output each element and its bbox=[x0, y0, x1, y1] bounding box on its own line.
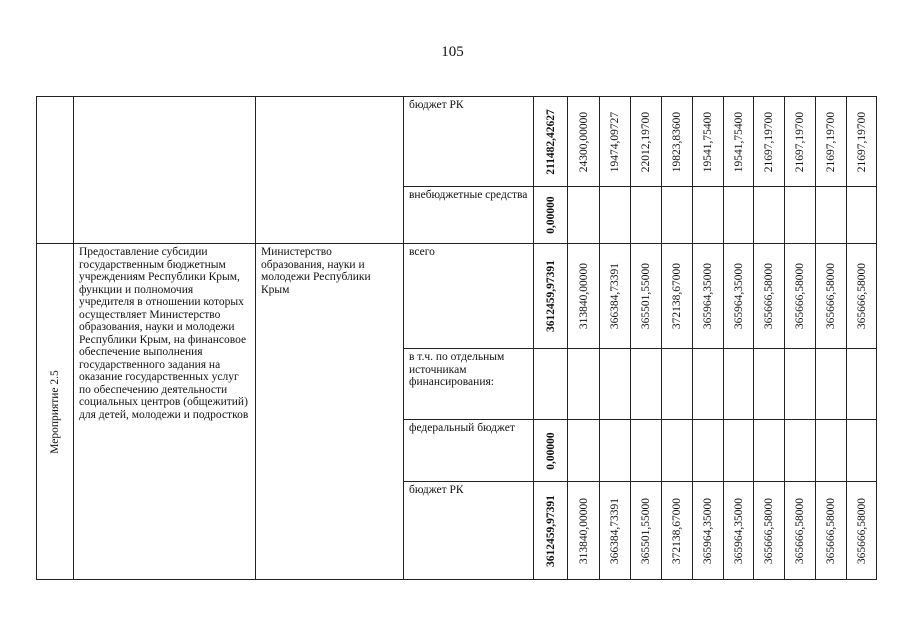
year-cell bbox=[816, 482, 847, 580]
year-cell bbox=[693, 97, 724, 187]
year-cell bbox=[847, 97, 877, 187]
year-cell bbox=[847, 349, 877, 420]
year-cell bbox=[568, 97, 600, 187]
year-cell bbox=[600, 187, 631, 244]
year-cell bbox=[785, 244, 816, 349]
year-cell bbox=[662, 349, 693, 420]
year-cell-value: 19541,75400 bbox=[732, 111, 745, 172]
year-cell bbox=[631, 349, 662, 420]
year-cell-value: 365666,58000 bbox=[793, 262, 806, 330]
source-cell bbox=[404, 349, 534, 420]
page-number: 105 bbox=[441, 44, 464, 60]
year-cell bbox=[816, 244, 847, 349]
year-cell bbox=[693, 349, 724, 420]
total-cell-value: 3612459,97391 bbox=[544, 494, 557, 567]
year-cell-value: 21697,19700 bbox=[793, 111, 806, 172]
year-cell bbox=[600, 420, 631, 482]
year-cell bbox=[754, 187, 785, 244]
year-cell bbox=[600, 97, 631, 187]
year-cell-value: 372138,67000 bbox=[670, 262, 683, 330]
year-cell-value: 365666,58000 bbox=[762, 497, 775, 564]
year-cell bbox=[631, 420, 662, 482]
source-cell-text: бюджет РК bbox=[409, 484, 464, 496]
total-cell bbox=[534, 420, 568, 482]
source-cell-text: в т.ч. по отдельным источникам финансирования: bbox=[409, 351, 505, 388]
year-cell bbox=[693, 187, 724, 244]
measure-executor-text: Министерство образования, науки и молодежи Республики Крым bbox=[261, 246, 371, 296]
year-cell-value: 313840,00000 bbox=[577, 262, 590, 330]
year-cell bbox=[816, 97, 847, 187]
year-cell-value: 24300,00000 bbox=[577, 111, 590, 172]
year-cell bbox=[662, 420, 693, 482]
total-cell-value: 0,00000 bbox=[544, 431, 557, 470]
year-cell-value: 365666,58000 bbox=[855, 262, 868, 330]
year-cell bbox=[600, 482, 631, 580]
continuation-col3 bbox=[256, 97, 404, 244]
year-cell bbox=[568, 244, 600, 349]
year-cell bbox=[568, 420, 600, 482]
total-cell bbox=[534, 349, 568, 420]
year-cell bbox=[847, 244, 877, 349]
year-cell-value: 313840,00000 bbox=[577, 497, 590, 564]
year-cell-value: 365964,35000 bbox=[701, 497, 714, 564]
year-cell bbox=[662, 187, 693, 244]
table-row bbox=[37, 97, 877, 187]
year-cell bbox=[724, 244, 754, 349]
year-cell bbox=[724, 187, 754, 244]
year-cell-value: 19823,83600 bbox=[670, 111, 683, 172]
year-cell bbox=[631, 482, 662, 580]
source-cell-text: бюджет РК bbox=[409, 99, 464, 111]
year-cell-value: 365666,58000 bbox=[824, 497, 837, 564]
year-cell bbox=[847, 187, 877, 244]
year-cell-value: 365964,35000 bbox=[732, 497, 745, 564]
year-cell-value: 365501,55000 bbox=[639, 497, 652, 564]
measure-description-text: Предоставление субсидии государственным бюджетным учреждениям Республики Крым, функции и полномочия учредителя в отношении которых осуществляет Министерство образования, науки и молодежи Республики Крым, на финансовое обеспечение выполнения государственного задания на оказание государственных услуг по обеспечению деятельности социальных центров (общежитий) для детей, молодежи и подростков bbox=[79, 246, 249, 421]
continuation-col2 bbox=[74, 97, 256, 244]
year-cell-value: 19474,09727 bbox=[608, 111, 621, 172]
year-cell-value: 365666,58000 bbox=[824, 262, 837, 330]
year-cell bbox=[693, 244, 724, 349]
year-cell-value: 372138,67000 bbox=[670, 497, 683, 564]
total-cell bbox=[534, 97, 568, 187]
year-cell bbox=[754, 244, 785, 349]
year-cell-value: 21697,19700 bbox=[762, 111, 775, 172]
year-cell bbox=[600, 244, 631, 349]
year-cell bbox=[631, 244, 662, 349]
measure-label: Мероприятие 2.5 bbox=[48, 369, 61, 454]
year-cell bbox=[693, 482, 724, 580]
year-cell-value: 19541,75400 bbox=[701, 111, 714, 172]
year-cell bbox=[631, 187, 662, 244]
year-cell bbox=[785, 420, 816, 482]
source-cell-text: всего bbox=[409, 246, 435, 258]
source-cell bbox=[404, 244, 534, 349]
year-cell bbox=[816, 349, 847, 420]
year-cell-value: 21697,19700 bbox=[855, 111, 868, 172]
year-cell bbox=[568, 349, 600, 420]
year-cell bbox=[662, 482, 693, 580]
year-cell bbox=[600, 349, 631, 420]
financing-table bbox=[36, 96, 877, 580]
source-cell bbox=[404, 187, 534, 244]
source-cell bbox=[404, 97, 534, 187]
year-cell bbox=[724, 97, 754, 187]
year-cell bbox=[568, 187, 600, 244]
year-cell bbox=[754, 349, 785, 420]
year-cell bbox=[754, 97, 785, 187]
year-cell bbox=[724, 420, 754, 482]
year-cell-value: 365964,35000 bbox=[732, 262, 745, 330]
year-cell bbox=[724, 482, 754, 580]
source-cell bbox=[404, 482, 534, 580]
year-cell bbox=[785, 349, 816, 420]
year-cell bbox=[662, 97, 693, 187]
total-cell-value: 211482,42627 bbox=[544, 108, 557, 175]
year-cell bbox=[754, 482, 785, 580]
year-cell bbox=[754, 420, 785, 482]
table-row bbox=[37, 244, 877, 349]
year-cell-value: 365666,58000 bbox=[793, 497, 806, 564]
total-cell-value: 3612459,97391 bbox=[544, 260, 557, 332]
year-cell-value: 365501,55000 bbox=[639, 262, 652, 330]
total-cell-value: 0,00000 bbox=[544, 196, 557, 234]
year-cell bbox=[785, 187, 816, 244]
year-cell bbox=[847, 420, 877, 482]
year-cell bbox=[631, 97, 662, 187]
year-cell bbox=[693, 420, 724, 482]
total-cell bbox=[534, 482, 568, 580]
total-cell bbox=[534, 187, 568, 244]
year-cell bbox=[724, 349, 754, 420]
year-cell bbox=[847, 482, 877, 580]
year-cell-value: 365666,58000 bbox=[855, 497, 868, 564]
measure-label-cell bbox=[37, 244, 74, 580]
year-cell bbox=[816, 187, 847, 244]
year-cell-value: 366384,73391 bbox=[608, 262, 621, 330]
total-cell bbox=[534, 244, 568, 349]
year-cell-value: 366384,73391 bbox=[608, 497, 621, 564]
year-cell-value: 22012,19700 bbox=[639, 111, 652, 172]
year-cell bbox=[568, 482, 600, 580]
measure-description bbox=[74, 244, 256, 580]
year-cell bbox=[785, 97, 816, 187]
source-cell-text: федеральный бюджет bbox=[409, 422, 515, 434]
year-cell bbox=[662, 244, 693, 349]
measure-executor bbox=[256, 244, 404, 580]
source-cell-text: внебюджетные средства bbox=[409, 189, 528, 201]
year-cell-value: 21697,19700 bbox=[824, 111, 837, 172]
year-cell-value: 365666,58000 bbox=[762, 262, 775, 330]
continuation-col1 bbox=[37, 97, 74, 244]
source-cell bbox=[404, 420, 534, 482]
year-cell bbox=[785, 482, 816, 580]
year-cell bbox=[816, 420, 847, 482]
year-cell-value: 365964,35000 bbox=[701, 262, 714, 330]
